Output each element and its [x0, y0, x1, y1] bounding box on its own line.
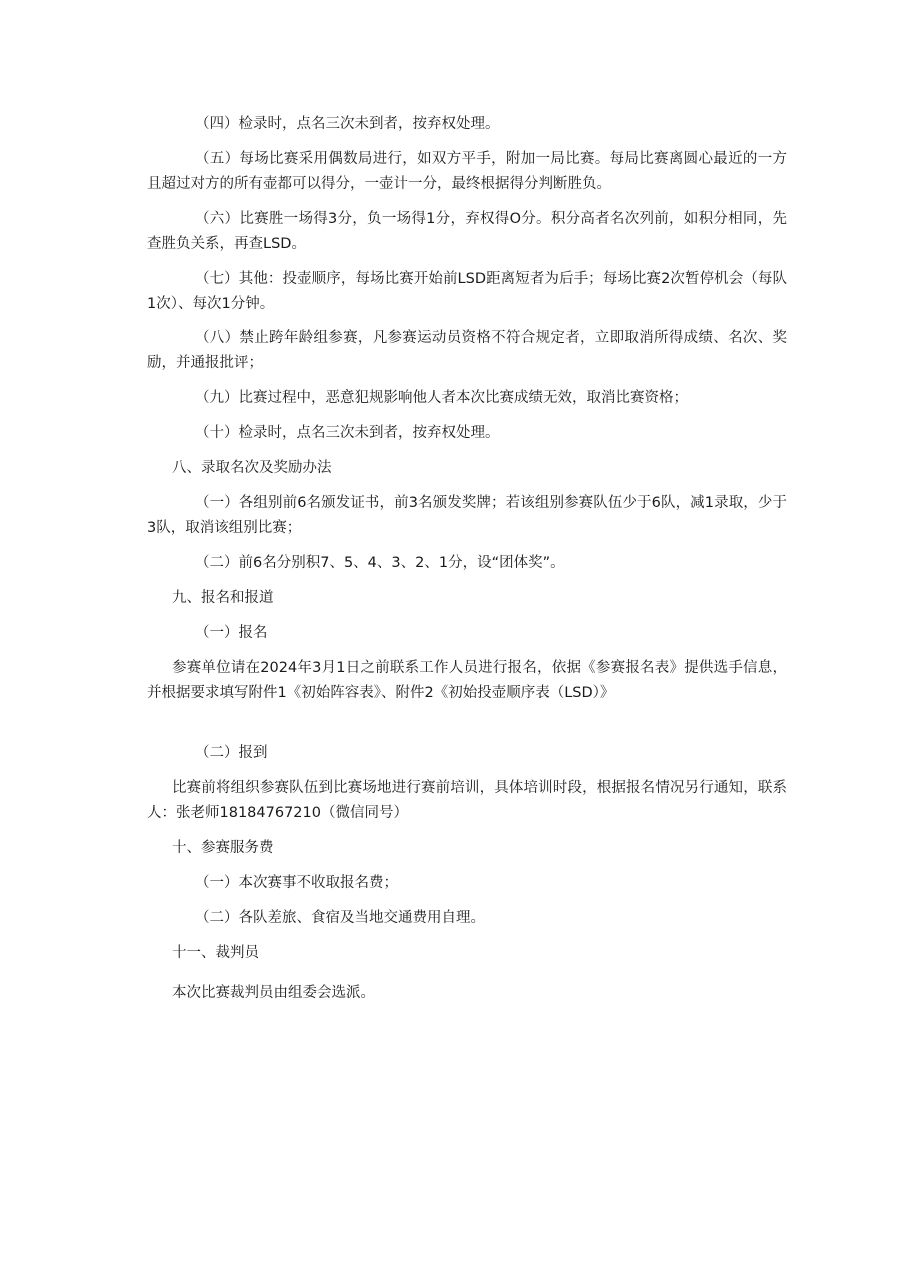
- section-heading-10: 十、参赛服务费: [172, 840, 274, 856]
- paragraph-rule-7: （七）其他：投壶顺序，每场比赛开始前LSD距离短者为后手；每场比赛2次暂停机会（每队1次）、每次1分钟。: [147, 271, 787, 312]
- section-heading-8: 八、录取名次及奖励办法: [172, 460, 332, 476]
- paragraph-fee-2: （二）各队差旅、食宿及当地交通费用自理。: [195, 910, 485, 926]
- paragraph-rule-5: （五）每场比赛采用偶数局进行，如双方平手，附加一局比赛。每局比赛离圆心最近的一方且超过对方的所有壶都可以得分，一壶计一分，最终根据得分判断胜负。: [147, 151, 787, 192]
- section-heading-11: 十一、裁判员: [172, 945, 259, 961]
- paragraph-rule-6: （六）比赛胜一场得3分，负一场得1分，弃权得O分。积分高者名次列前，如积分相同，先查胜负关系，再查LSD。: [147, 211, 787, 252]
- paragraph-rule-8: （八）禁止跨年龄组参赛，凡参赛运动员资格不符合规定者，立即取消所得成绩、名次、奖励，并通报批评；: [147, 330, 787, 371]
- paragraph-registration: 参赛单位请在2024年3月1日之前联系工作人员进行报名，依据《参赛报名表》提供选手信息，并根据要求填写附件1《初始阵容表》、附件2《初始投壶顺序表（LSD）》: [147, 660, 787, 701]
- paragraph-award-2: （二）前6名分别积7、5、4、3、2、1分，设“团体奖”。: [195, 555, 565, 571]
- paragraph-check-in: 比赛前将组织参赛队伍到比赛场地进行赛前培训，具体培训时段，根据报名情况另行通知，联系人：张老师18184767210（微信同号）: [147, 780, 787, 821]
- paragraph-rule-10: （十）检录时，点名三次未到者，按弃权处理。: [195, 425, 500, 441]
- subheading-check-in: （二）报到: [195, 745, 268, 761]
- paragraph-award-1: （一）各组别前6名颁发证书，前3名颁发奖牌；若该组别参赛队伍少于6队，减1录取，少于3队，取消该组别比赛；: [147, 495, 787, 536]
- subheading-registration: （一）报名: [195, 625, 268, 641]
- paragraph-rule-9: （九）比赛过程中，恶意犯规影响他人者本次比赛成绩无效，取消比赛资格；: [195, 390, 688, 406]
- paragraph-fee-1: （一）本次赛事不收取报名费；: [195, 875, 398, 891]
- paragraph-rule-4: （四）检录时，点名三次未到者，按弃权处理。: [195, 116, 500, 132]
- paragraph-referee: 本次比赛裁判员由组委会选派。: [172, 985, 375, 1001]
- section-heading-9: 九、报名和报道: [172, 590, 274, 606]
